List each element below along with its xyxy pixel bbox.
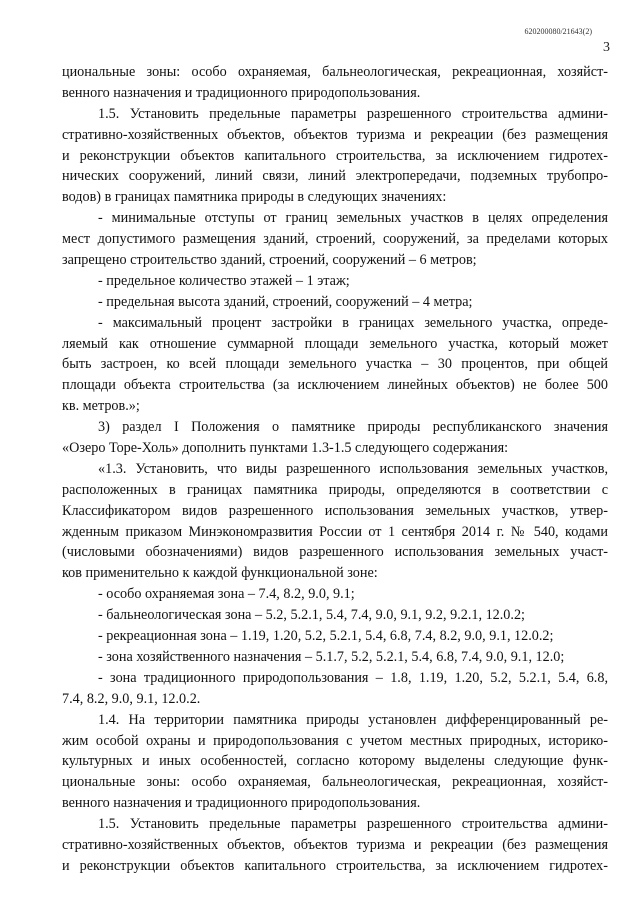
text-line: - предельная высота зданий, строений, сооружений – 4 метра; — [98, 293, 473, 310]
text-line: водов) в границах памятника природы в следующих значениях: — [62, 189, 447, 206]
text-line: стративно-хозяйственных объектов, объектов туризма и рекреации (без размещения — [62, 836, 608, 853]
page-number: 3 — [603, 40, 610, 55]
document-id: 620200080/21643(2) — [524, 27, 592, 36]
text-line: жденным приказом Минэкономразвития России от 1 сентября 2014 г. № 540, кодами — [62, 523, 608, 540]
text-line: стративно-хозяйственных объектов, объектов туризма и рекреации (без размещения — [62, 126, 608, 143]
text-line: циональные зоны: особо охраняемая, бальнеологическая, рекреационная, хозяйст- — [62, 64, 608, 80]
text-line: кв. метров.»; — [62, 398, 140, 415]
text-line: - бальнеологическая зона – 5.2, 5.2.1, 5.4, 7.4, 9.0, 9.1, 9.2, 9.2.1, 12.0.2; — [98, 607, 525, 624]
text-line: - максимальный процент застройки в границах земельного участка, опреде- — [98, 314, 608, 331]
document-body — [62, 62, 608, 877]
text-line: - зона хозяйственного назначения – 5.1.7, 5.2, 5.2.1, 5.4, 6.8, 7.4, 9.0, 9.1, 12.0; — [98, 648, 565, 665]
text-line: 1.5. Установить предельные параметры разрешенного строительства админи- — [98, 105, 608, 122]
text-line: венного назначения и традиционного природопользования. — [62, 84, 421, 101]
text-line: венного назначения и традиционного природопользования. — [62, 795, 421, 812]
text-line: «1.3. Установить, что виды разрешенного использования земельных участков, — [98, 460, 608, 477]
text-line: культурных и иных особенностей, согласно которому выделены следующие функ- — [62, 753, 608, 770]
text-line: - особо охраняемая зона – 7.4, 8.2, 9.0, 9.1; — [98, 586, 355, 603]
text-line: расположенных в границах памятника природы, определяются в соответствии с — [62, 481, 608, 498]
text-line: 1.4. На территории памятника природы установлен дифференцированный ре- — [98, 711, 608, 728]
text-line: ляемый как отношение суммарной площади земельного участка, который может — [62, 335, 608, 352]
text-line: «Озеро Торе-Холь» дополнить пунктами 1.3-1.5 следующего содержания: — [62, 440, 509, 457]
text-line: жим особой охраны и природопользования с учетом местных природных, историко- — [62, 732, 608, 749]
text-line: и реконструкции объектов капитального строительства, за исключением гидротех- — [62, 857, 608, 874]
text-line: - минимальные отступы от границ земельных участков в целях определения — [98, 210, 608, 227]
text-line: ков применительно к каждой функциональной зоне: — [62, 565, 378, 582]
text-line: - зона традиционного природопользования – 1.8, 1.19, 1.20, 5.2, 5.2.1, 5.4, 6.8, — [98, 669, 608, 686]
text-line: запрещено строительство зданий, строений, сооружений – 6 метров; — [62, 252, 477, 269]
text-line: Классификатором видов разрешенного использования земельных участков, утвер- — [62, 502, 608, 519]
text-line: 1.5. Установить предельные параметры разрешенного строительства админи- — [98, 816, 608, 833]
text-line: мест допустимого размещения зданий, строений, сооружений, за пределами которых — [62, 231, 608, 248]
text-line: 3) раздел I Положения о памятнике природы республиканского значения — [98, 419, 608, 436]
text-line: (числовыми обозначениями) видов разрешенного использования земельных участ- — [62, 544, 608, 561]
text-line: - рекреационная зона – 1.19, 1.20, 5.2, 5.2.1, 5.4, 6.8, 7.4, 8.2, 9.0, 9.1, 12.0.2; — [98, 628, 554, 645]
text-line: - предельное количество этажей – 1 этаж; — [98, 272, 350, 289]
text-line: быть застроен, ко всей площади земельного участка – 30 процентов, при общей — [62, 356, 608, 373]
text-line: 7.4, 8.2, 9.0, 9.1, 12.0.2. — [62, 690, 201, 707]
text-line: площади объекта строительства (за исключением линейных объектов) не более 500 — [62, 377, 608, 394]
text-line: нических сооружений, линий связи, линий электропередачи, подземных трубопро- — [62, 168, 608, 185]
text-line: и реконструкции объектов капитального строительства, за исключением гидротех- — [62, 147, 608, 164]
text-line: циональные зоны: особо охраняемая, бальнеологическая, рекреационная, хозяйст- — [62, 774, 608, 791]
